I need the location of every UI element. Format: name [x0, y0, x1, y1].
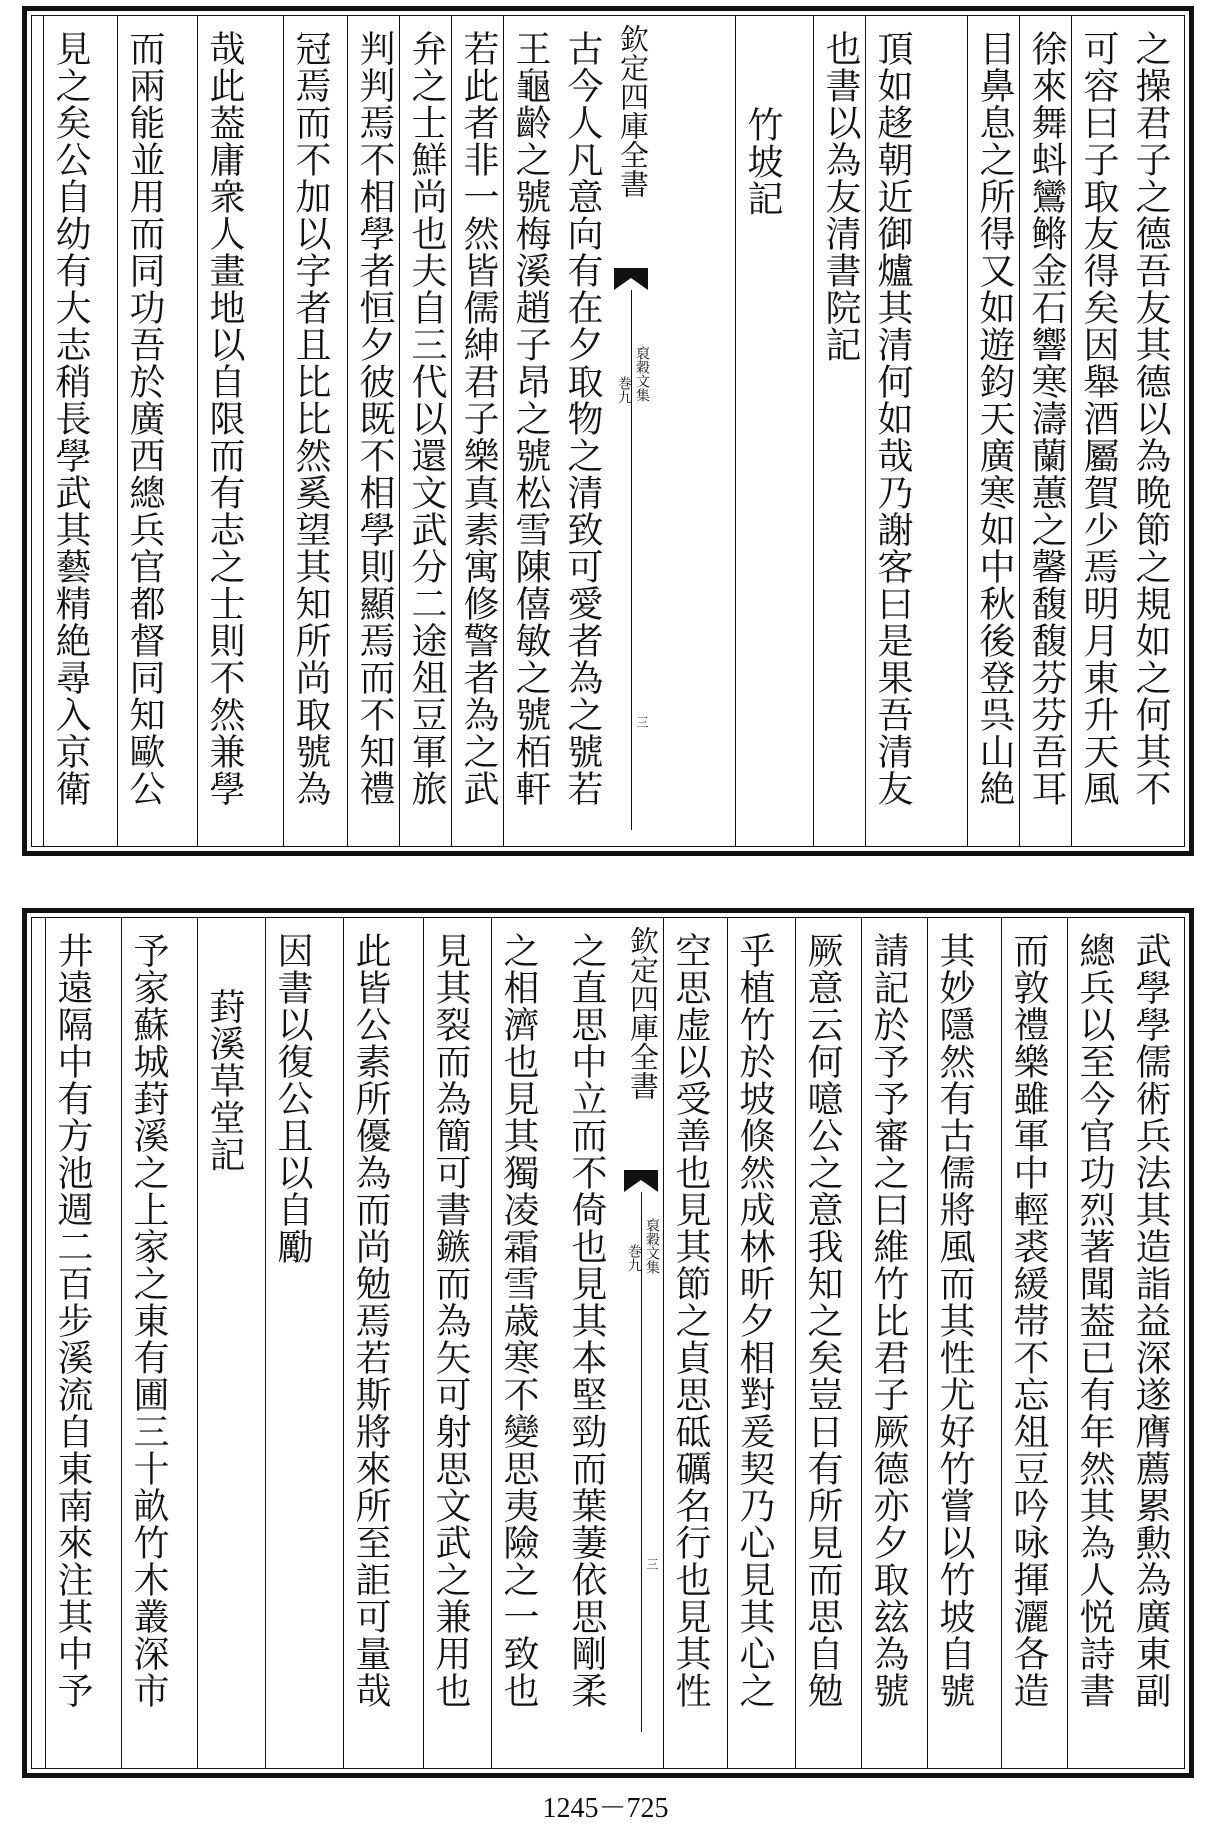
- fish-tail-icon: [624, 1170, 658, 1192]
- text-column: 而兩能並用而同功吾於廣西總兵官都督同知歐公: [122, 16, 166, 846]
- text-column: 此皆公素所優為而尚勉焉若斯將來所至詎可量哉: [348, 918, 392, 1768]
- text-column: 見其裂而為簡可書鏃而為矢可射思文武之兼用也: [428, 918, 472, 1768]
- text-column: 請記於予予審之曰維竹比君子厥德亦夕取玆為號: [866, 918, 910, 1768]
- text-column: 見之矣公自幼有大志稍長學武其藝精絶尋入京衛: [48, 16, 92, 846]
- text-column: 之直思中立而不倚也見其本堅勁而葉萋依思剛柔: [566, 932, 607, 1709]
- bottom-page: [22, 908, 1194, 1778]
- text-column: 也書以為友清書院記: [818, 16, 862, 846]
- text-column: 目鼻息之所得又如遊鈞天廣寒如中秋後登呉山絶: [972, 16, 1016, 846]
- text-column: 井遠隔中有方池週二百步溪流自東南來注其中予: [50, 918, 94, 1768]
- text-column: 之相濟也見其獨凌霜雪歳寒不變思夷險之一致也: [496, 918, 540, 1768]
- page-footer-number: 1245－725: [542, 1793, 669, 1824]
- text-column: 予家蘇城葑溪之上家之東有圃三十畝竹木叢深市: [126, 918, 170, 1768]
- section-title: 竹坡記: [740, 16, 784, 846]
- text-column: 而敦禮樂雖軍中輕裘緩帯不忘俎豆吟咏揮灑各造: [1006, 918, 1050, 1768]
- text-column: 因書以復公且以自勵: [270, 918, 314, 1768]
- center-band: 欽定四庫全書 裒穀文集 巻九 三: [612, 16, 652, 846]
- section-title: 葑溪草堂記: [202, 918, 246, 1768]
- text-column: 若此者非一然皆儒紳君子樂真素寓修警者為之武: [456, 16, 500, 846]
- bottom-page-frame: [31, 917, 1185, 1769]
- text-column: 總兵以至今官功烈著聞葢已有年然其為人悦詩書: [1072, 918, 1116, 1768]
- text-column: 徐來舞蚪鸞鳉金石響寒濤蘭蕙之馨馥馥芬芬吾耳: [1024, 16, 1068, 846]
- bottom-page-columns: [32, 918, 1184, 1768]
- text-column: 判判焉不相學者恒夕彼既不相學則顯焉而不知禮: [352, 16, 396, 846]
- fish-tail-icon: [614, 268, 648, 290]
- center-band: 欽定四庫全書 裒穀文集 巻九 三: [622, 918, 662, 1768]
- text-column: 乎植竹於坡倏然成林昕夕相對爰契乃心見其心之: [732, 918, 776, 1768]
- top-page-frame: [31, 15, 1185, 847]
- text-column: 弁之士鮮尚也夫自三代以還文武分二途俎豆軍旅: [404, 16, 448, 846]
- text-column: 厥意云何噫公之意我知之矣豈日有所見而思自勉: [800, 918, 844, 1768]
- text-column: 冠焉而不加以字者且比比然奚望其知所尚取號為: [288, 16, 332, 846]
- text-column: 武學學儒術兵法其造詣益深遂膺薦累勲為廣東副: [1130, 932, 1171, 1709]
- center-rule: [641, 1192, 642, 1732]
- text-column: 哉此葢庸衆人畫地以自限而有志之士則不然兼學: [202, 16, 246, 846]
- text-column: 空思虚以受善也見其節之貞思砥礪名行也見其性: [668, 918, 712, 1768]
- text-column: 其妙隱然有古儒將風而其性尤好竹嘗以竹坡自號: [932, 918, 976, 1768]
- text-column: 古今人凡意向有在夕取物之清致可愛者為之號若: [562, 30, 603, 807]
- text-column: 王龜齡之號梅溪趙子昂之號松雪陳僖敏之號栢軒: [508, 16, 552, 846]
- center-rule: [631, 290, 632, 830]
- top-page: [22, 6, 1194, 856]
- text-column: 可容曰子取友得矣因舉酒屬賀少焉明月東升天風: [1076, 16, 1120, 846]
- top-page-columns: [32, 16, 1184, 846]
- text-column: 之操君子之德吾友其德以為晩節之規如之何其不: [1130, 30, 1171, 807]
- text-column: 頂如趍朝近御爐其清何如哉乃謝客曰是果吾清友: [870, 16, 914, 846]
